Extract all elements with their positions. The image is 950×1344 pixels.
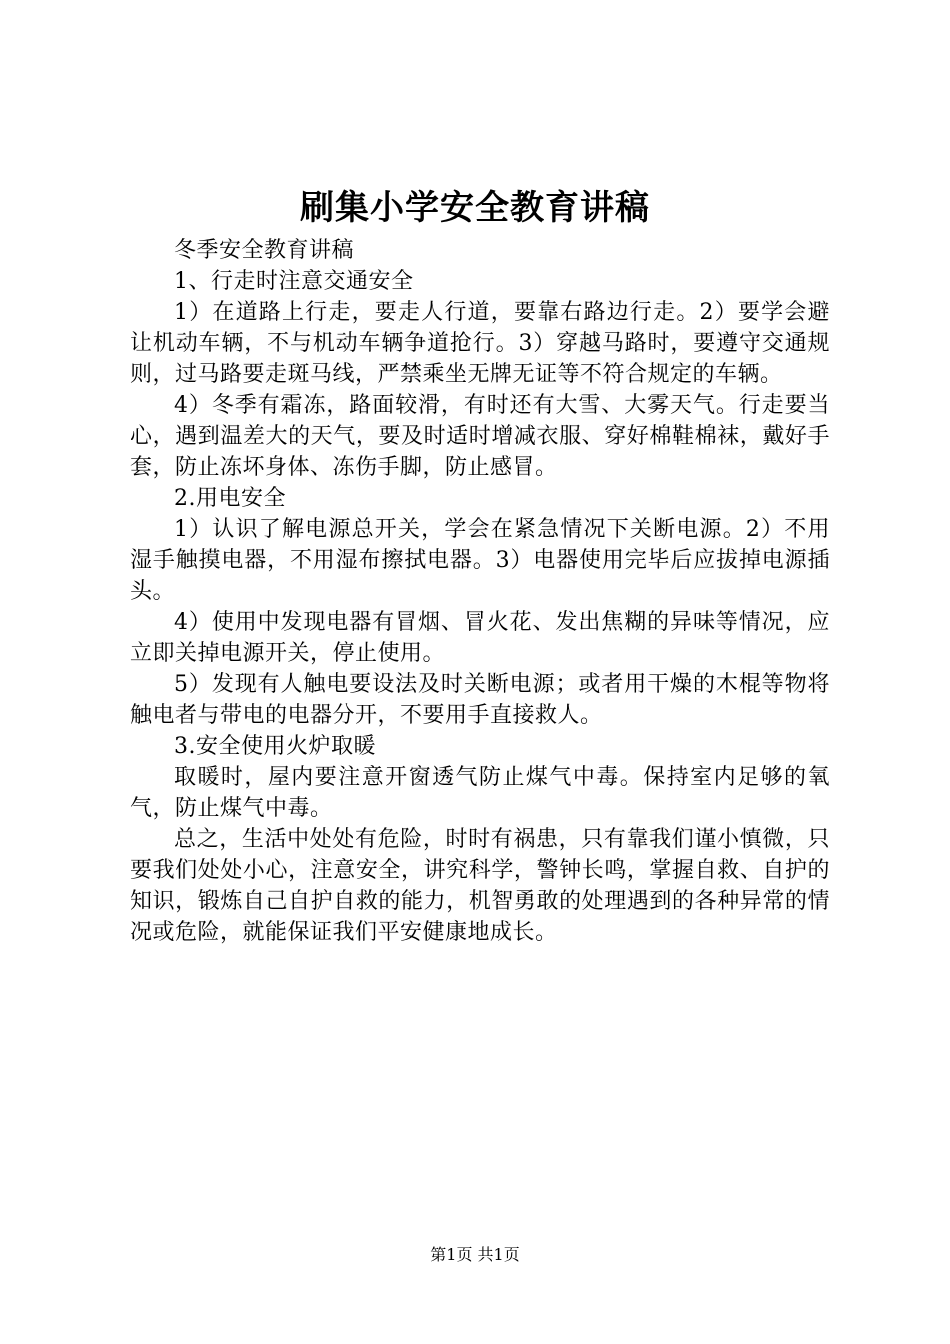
document-subtitle: 冬季安全教育讲稿 <box>174 238 355 263</box>
section-heading-traffic: 1、行走时注意交通安全 <box>174 269 414 294</box>
paragraph: 4）冬季有霜冻，路面较滑，有时还有大雪、大雾天气。行走要当心，遇到温差大的天气，要及时适时增减衣服、穿好棉鞋棉袜，戴好手套，防止冻坏身体、冻伤手脚，防止感冒。 <box>130 393 830 480</box>
paragraph: 总之，生活中处处有危险，时时有祸患，只有靠我们谨小慎微，只要我们处处小心，注意安全，讲究科学，警钟长鸣，掌握自救、自护的知识，锻炼自己自护自救的能力，机智勇敢的处理遇到的各种异常的情况或危险，就能保证我们平安健康地成长。 <box>130 827 830 945</box>
paragraph: 4）使用中发现电器有冒烟、冒火花、发出焦糊的异味等情况，应立即关掉电源开关，停止使用。 <box>130 610 830 666</box>
document-title: 刷集小学安全教育讲稿 <box>300 188 650 228</box>
section-heading-heating: 3.安全使用火炉取暖 <box>174 734 376 759</box>
paragraph: 1）在道路上行走，要走人行道，要靠右路边行走。2）要学会避让机动车辆，不与机动车辆争道抢行。3）穿越马路时，要遵守交通规则，过马路要走斑马线，严禁乘坐无牌无证等不符合规定的车辆。 <box>130 300 830 387</box>
paragraph: 1）认识了解电源总开关，学会在紧急情况下关断电源。2）不用湿手触摸电器，不用湿布擦拭电器。3）电器使用完毕后应拔掉电源插头。 <box>130 517 830 604</box>
section-heading-electricity: 2.用电安全 <box>174 486 286 511</box>
paragraph: 取暖时，屋内要注意开窗透气防止煤气中毒。保持室内足够的氧气，防止煤气中毒。 <box>130 765 830 821</box>
paragraph: 5）发现有人触电要设法及时关断电源；或者用干燥的木棍等物将触电者与带电的电器分开，不要用手直接救人。 <box>130 672 830 728</box>
page-footer: 第1页 共1页 <box>430 1245 520 1264</box>
document-body <box>130 235 830 948</box>
